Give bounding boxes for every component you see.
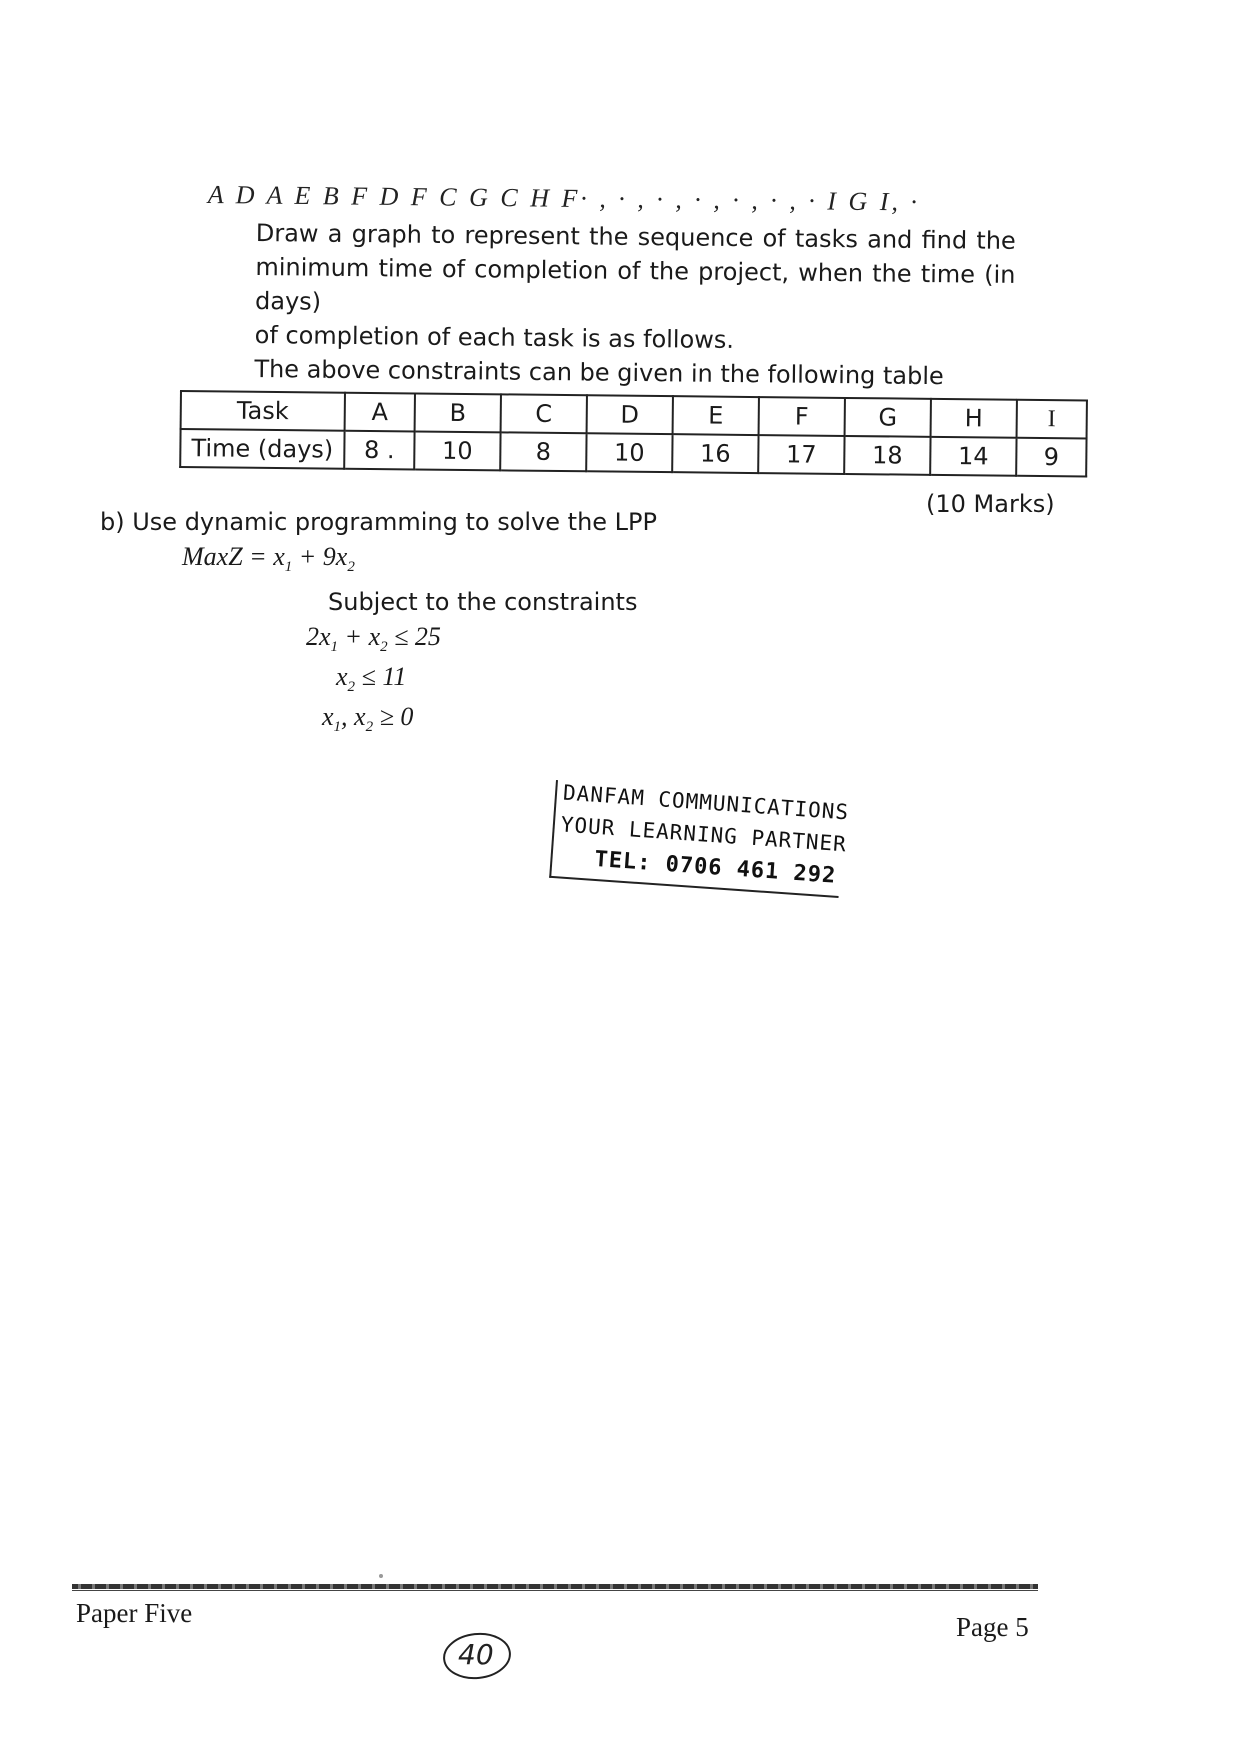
handwritten-number: 40 [458,1638,494,1671]
table-header-time: Time (days) [180,429,344,469]
table-cell-time: 10 [414,431,500,470]
table-cell-task: B [415,393,501,432]
paragraph-line-3: of completion of each task is as follows. [254,320,735,355]
paragraph-line-4: The above constraints can be given in the following table [254,354,944,391]
constraint-subscript: 1 [333,719,342,736]
objective-part: + 9x [292,542,348,571]
table-cell-time: 17 [758,435,844,474]
objective-part: MaxZ = x [182,542,285,571]
constraint-part: ≤ 25 [387,622,441,651]
handwritten-page-circle [440,1630,514,1682]
marks-label: (10 Marks) [926,490,1055,518]
objective-subscript: 2 [347,559,355,576]
table-cell-time: 8 [500,432,586,471]
stamp-line-2: YOUR LEARNING PARTNER [560,812,848,857]
subject-to-label: Subject to the constraints [328,588,638,616]
constraint-2 [336,662,406,696]
constraint-subscript: 2 [380,639,388,656]
footer-paper-name: Paper Five [76,1598,193,1628]
table-cell-time: 16 [672,434,758,473]
constraint-subscript: 2 [365,719,374,736]
table-cell-time: 8 . [344,431,414,470]
table-cell-task: F [759,397,845,436]
paragraph-line-1: Draw a graph to represent the sequence of tasks and find the [255,218,1016,255]
objective-function [182,542,355,576]
table-cell-task: E [673,396,759,435]
table-cell-task: A [345,393,415,432]
question-paragraph [254,216,1016,394]
publisher-stamp [549,780,850,898]
task-time-table [179,390,1088,478]
table-header-task: Task [181,391,345,431]
constraint-1 [306,622,441,656]
stamp-line-1: DANFAM COMMUNICATIONS [562,780,850,825]
footer-rule-thin [72,1590,1038,1591]
constraint-part: 2x [306,622,331,651]
table-cell-task: C [501,394,587,433]
table-cell-time: 10 [586,433,672,472]
table-cell-task: I [1017,400,1087,439]
constraint-part: x [322,702,334,731]
constraint-part: x [336,662,348,691]
footer-rule [72,1584,1038,1589]
task-sequence-line: A D A E B F D F C G C H F· , · , · , · , · , · , · I G I, · [207,180,921,217]
table-cell-task: H [931,399,1017,438]
paragraph-line-2: minimum time of completion of the project, when the time (in days) [254,252,1016,316]
table-cell-time: 9 [1016,438,1086,477]
table-cell-time: 14 [930,437,1016,476]
table-cell-time: 18 [844,436,930,475]
table-cell-task: D [587,395,673,434]
constraint-part: + x [338,622,381,651]
stamp-line-3: TEL: 0706 461 292 [593,846,838,889]
ink-speck [379,1574,383,1578]
constraint-subscript: 1 [330,639,339,656]
table-cell-task: G [845,398,931,437]
question-b-label: b) Use dynamic programming to solve the LPP [100,508,657,536]
constraint-part: ≥ 0 [373,702,414,731]
constraint-subscript: 2 [347,679,356,696]
footer-page-number: Page 5 [956,1612,1029,1642]
constraint-part: ≤ 11 [355,662,407,691]
constraint-3 [322,702,413,736]
objective-subscript: 1 [284,559,293,576]
table-row-times [180,429,1086,476]
constraint-part: , x [341,702,366,731]
